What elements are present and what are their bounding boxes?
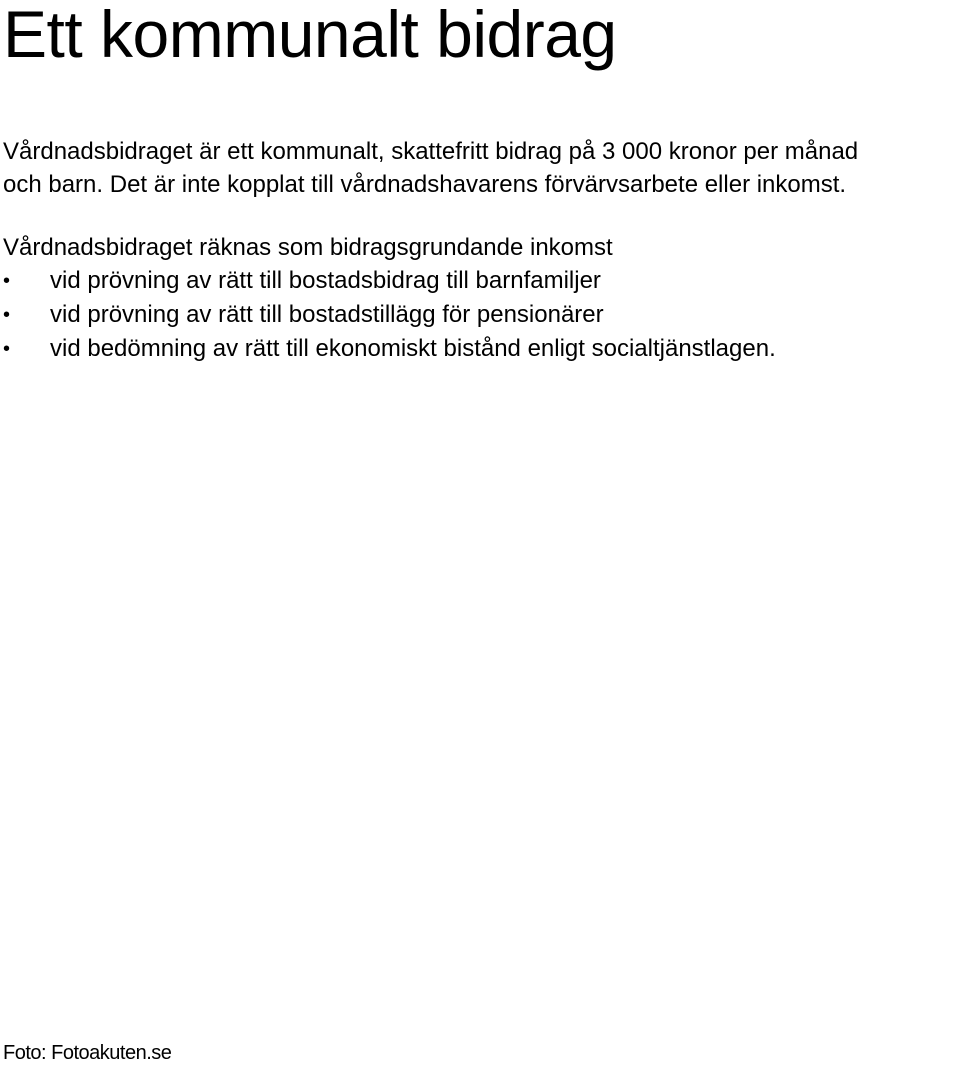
list-item-text: vid prövning av rätt till bostadstillägg för pensionärer bbox=[50, 301, 604, 328]
intro-paragraph bbox=[3, 135, 958, 201]
bullet-list bbox=[0, 264, 776, 366]
list-item-text: vid prövning av rätt till bostadsbidrag till barnfamiljer bbox=[50, 267, 601, 294]
bullet-icon: • bbox=[3, 270, 11, 292]
list-item bbox=[0, 298, 776, 332]
bullet-icon: • bbox=[3, 304, 11, 326]
intro-line: Vårdnadsbidraget är ett kommunalt, skattefritt bidrag på 3 000 kronor per månad bbox=[3, 138, 859, 165]
list-item-text: vid bedömning av rätt till ekonomiskt bistånd enligt socialtjänstlagen. bbox=[50, 335, 776, 362]
page-title: Ett kommunalt bidrag bbox=[3, 0, 617, 71]
list-item bbox=[0, 332, 776, 366]
bullet-icon: • bbox=[3, 338, 11, 360]
photo-credit: Foto: Fotoakuten.se bbox=[3, 1042, 172, 1064]
list-item bbox=[0, 264, 776, 298]
list-heading: Vårdnadsbidraget räknas som bidragsgrundande inkomst bbox=[3, 234, 613, 261]
intro-line: och barn. Det är inte kopplat till vårdnadshavarens förvärvsarbete eller inkomst. bbox=[3, 171, 847, 198]
